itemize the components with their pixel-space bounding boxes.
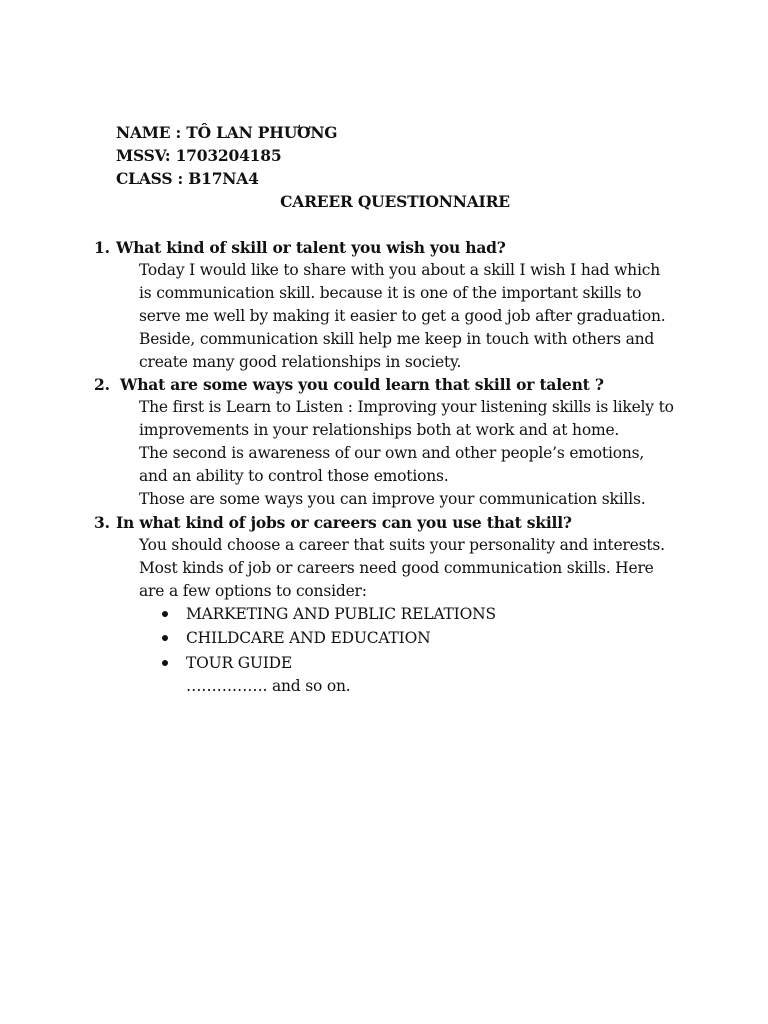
answer-2-line-2: improvements in your relationships both at work and at home.	[139, 421, 620, 439]
question-2-text: What are some ways you could learn that skill or talent ?	[120, 375, 604, 394]
bullet-item-1: MARKETING AND PUBLIC RELATIONS	[186, 605, 496, 623]
bullet-item-2: CHILDCARE AND EDUCATION	[186, 629, 431, 647]
answer-1-line-4: Beside, communication skill help me keep in touch with others and	[139, 330, 655, 348]
answer-2-line-1: The first is Learn to Listen : Improving your listening skills is likely to	[139, 398, 674, 416]
answer-3-line-3: are a few options to consider:	[139, 582, 367, 600]
answer-1-line-2: is communication skill. because it is one of the important skills to	[139, 284, 642, 302]
answer-1-line-5: create many good relationships in society.	[139, 353, 462, 371]
question-3-number: 3.	[94, 513, 110, 532]
answer-3-line-1: You should choose a career that suits your personality and interests.	[139, 536, 665, 554]
student-class: CLASS : B17NA4	[116, 169, 259, 188]
list-closing: ……………. and so on.	[186, 677, 351, 695]
question-3-text: In what kind of jobs or careers can you use that skill?	[116, 513, 572, 532]
answer-2-line-4: and an ability to control those emotions.	[139, 467, 449, 485]
student-id: MSSV: 1703204185	[116, 146, 282, 165]
answer-1-line-1: Today I would like to share with you about a skill I wish I had which	[139, 261, 660, 279]
bullet-dot-icon	[162, 635, 168, 641]
student-name: NAME : TÔ LAN PHƯƠNG	[116, 123, 338, 142]
answer-3-line-2: Most kinds of job or careers need good communication skills. Here	[139, 559, 654, 577]
bullet-dot-icon	[162, 660, 168, 666]
bullet-dot-icon	[162, 611, 168, 617]
question-1-number: 1.	[94, 238, 110, 257]
question-2-number: 2.	[94, 375, 110, 394]
answer-2-line-3: The second is awareness of our own and other people’s emotions,	[139, 444, 645, 462]
question-1-text: What kind of skill or talent you wish you had?	[116, 238, 506, 257]
bullet-item-3: TOUR GUIDE	[186, 654, 293, 672]
answer-1-line-3: serve me well by making it easier to get a good job after graduation.	[139, 307, 666, 325]
answer-2-line-5: Those are some ways you can improve your communication skills.	[139, 490, 646, 508]
document-title: CAREER QUESTIONNAIRE	[280, 192, 510, 211]
